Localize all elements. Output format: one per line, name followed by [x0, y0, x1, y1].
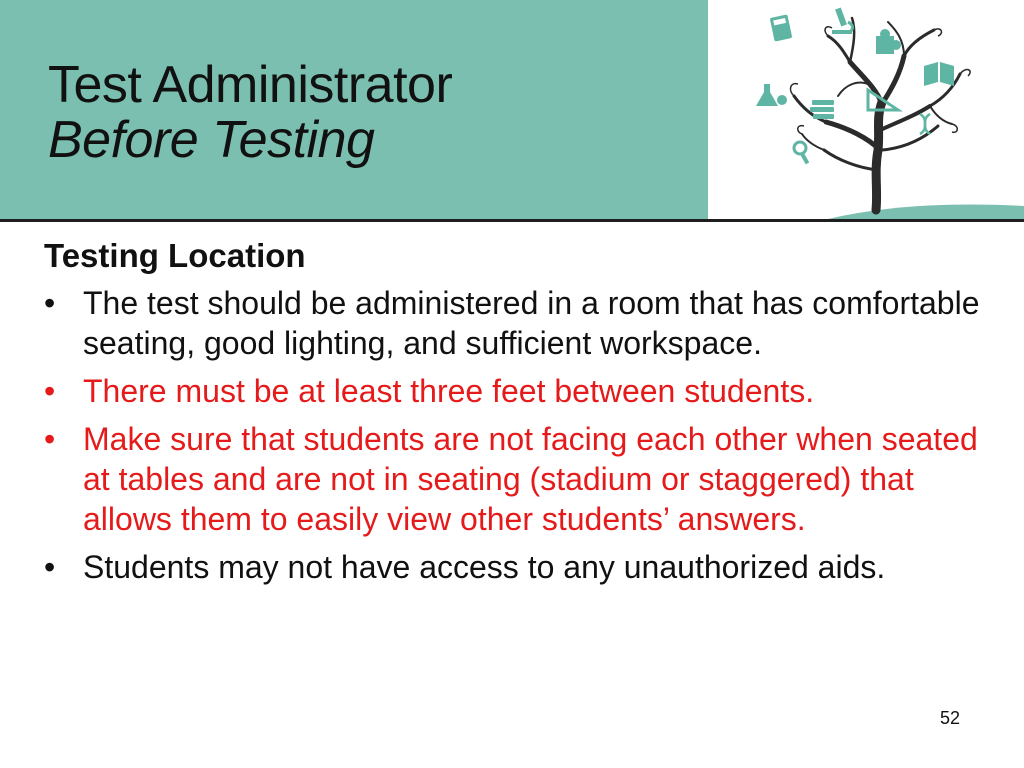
bullet-text: The test should be administered in a room that has comfortable seating, good lighting, and sufficient workspace.: [83, 285, 980, 361]
section-heading: Testing Location: [44, 237, 306, 274]
slide-subtitle: Before Testing: [48, 111, 375, 169]
bullet-text: Make sure that students are not facing each other when seated at tables and are not in seating (stadium or staggered) that allows them to easily view other students’ answers.: [83, 421, 978, 537]
bullet-item: [44, 283, 984, 363]
bullet-item: [44, 419, 984, 539]
calculator-icon: [770, 14, 793, 41]
bullet-icon: •: [44, 549, 56, 585]
books-stack-icon: [810, 100, 834, 119]
bullet-item: [44, 547, 984, 587]
slide-title: Test Administrator: [48, 56, 453, 114]
bullet-icon: •: [44, 421, 56, 457]
dna-icon: [920, 114, 930, 134]
slide-body: [44, 235, 984, 595]
bullet-list: [44, 283, 984, 587]
bullet-icon: •: [44, 373, 56, 409]
book-icon: [924, 62, 954, 86]
bullet-icon: •: [44, 285, 56, 321]
flask-icon: [756, 84, 787, 106]
bullet-item: [44, 371, 984, 411]
ground-icon: [828, 205, 1024, 219]
header-divider: [0, 219, 1024, 222]
microscope-icon: [832, 8, 853, 34]
bullet-text: Students may not have access to any unauthorized aids.: [83, 549, 886, 585]
magnifier-icon: [794, 142, 809, 164]
tree-logo: [708, 0, 1024, 219]
page-number: 52: [940, 708, 961, 728]
bullet-text: There must be at least three feet between students.: [83, 373, 815, 409]
